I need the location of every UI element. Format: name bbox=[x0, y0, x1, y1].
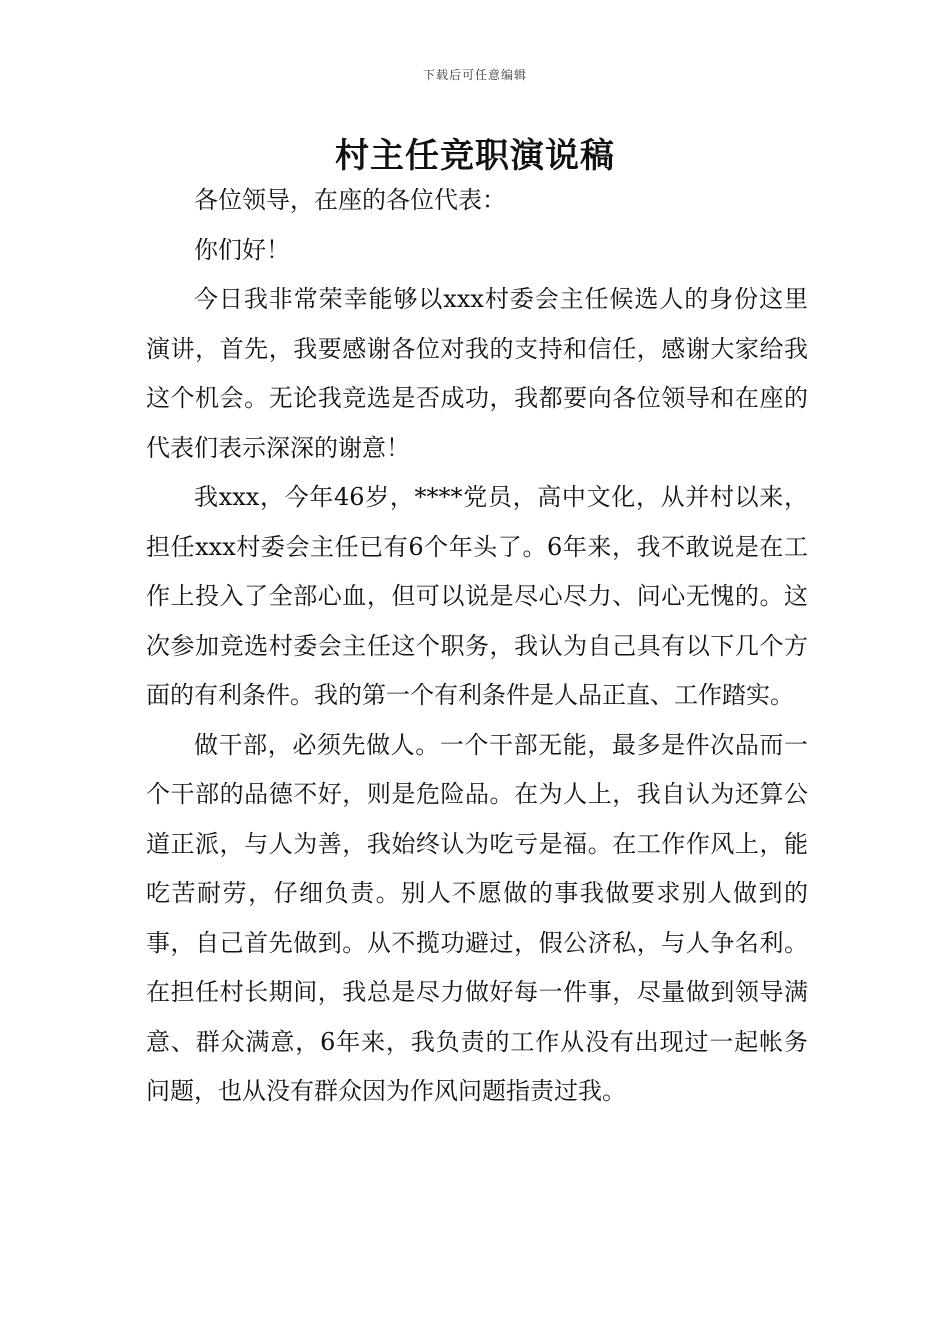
paragraph-greeting: 你们好！ bbox=[194, 235, 290, 264]
header-note: 下载后可任意编辑 bbox=[422, 68, 527, 82]
paragraph-background: 我xxx，今年46岁，****党员，高中文化，从并村以来，担任xxx村委会主任已有6个年头了。6年来，我不敢说是在工作上投入了全部心血，但可以说是尽心尽力、问心无愧的。这次参加竞选村委会主任这个职务，我认为自己具有以下几个方面的有利条件。我的第一个有利条件是人品正直、工作踏实。 bbox=[146, 483, 808, 709]
paragraph-character: 做干部，必须先做人。一个干部无能，最多是件次品而一个干部的品德不好，则是危险品。在为人上，我自认为还算公道正派，与人为善，我始终认为吃亏是福。在工作作风上，能吃苦耐劳，仔细负责。别人不愿做的事我做要求别人做到的事，自己首先做到。从不揽功避过，假公济私，与人争名利。在担任村长期间，我总是尽力做好每一件事，尽量做到领导满意、群众满意，6年来，我负责的工作从没有出现过一起帐务问题，也从没有群众因为作风问题指责过我。 bbox=[146, 730, 808, 1105]
document-body bbox=[146, 176, 808, 1117]
paragraph-introduction: 今日我非常荣幸能够以xxx村委会主任候选人的身份这里演讲，首先，我要感谢各位对我的支持和信任，感谢大家给我这个机会。无论我竞选是否成功，我都要向各位领导和在座的代表们表示深深的谢意！ bbox=[146, 285, 808, 462]
paragraph-salutation: 各位领导，在座的各位代表： bbox=[194, 186, 506, 214]
document-title: 村主任竞职演说稿 bbox=[335, 136, 615, 176]
